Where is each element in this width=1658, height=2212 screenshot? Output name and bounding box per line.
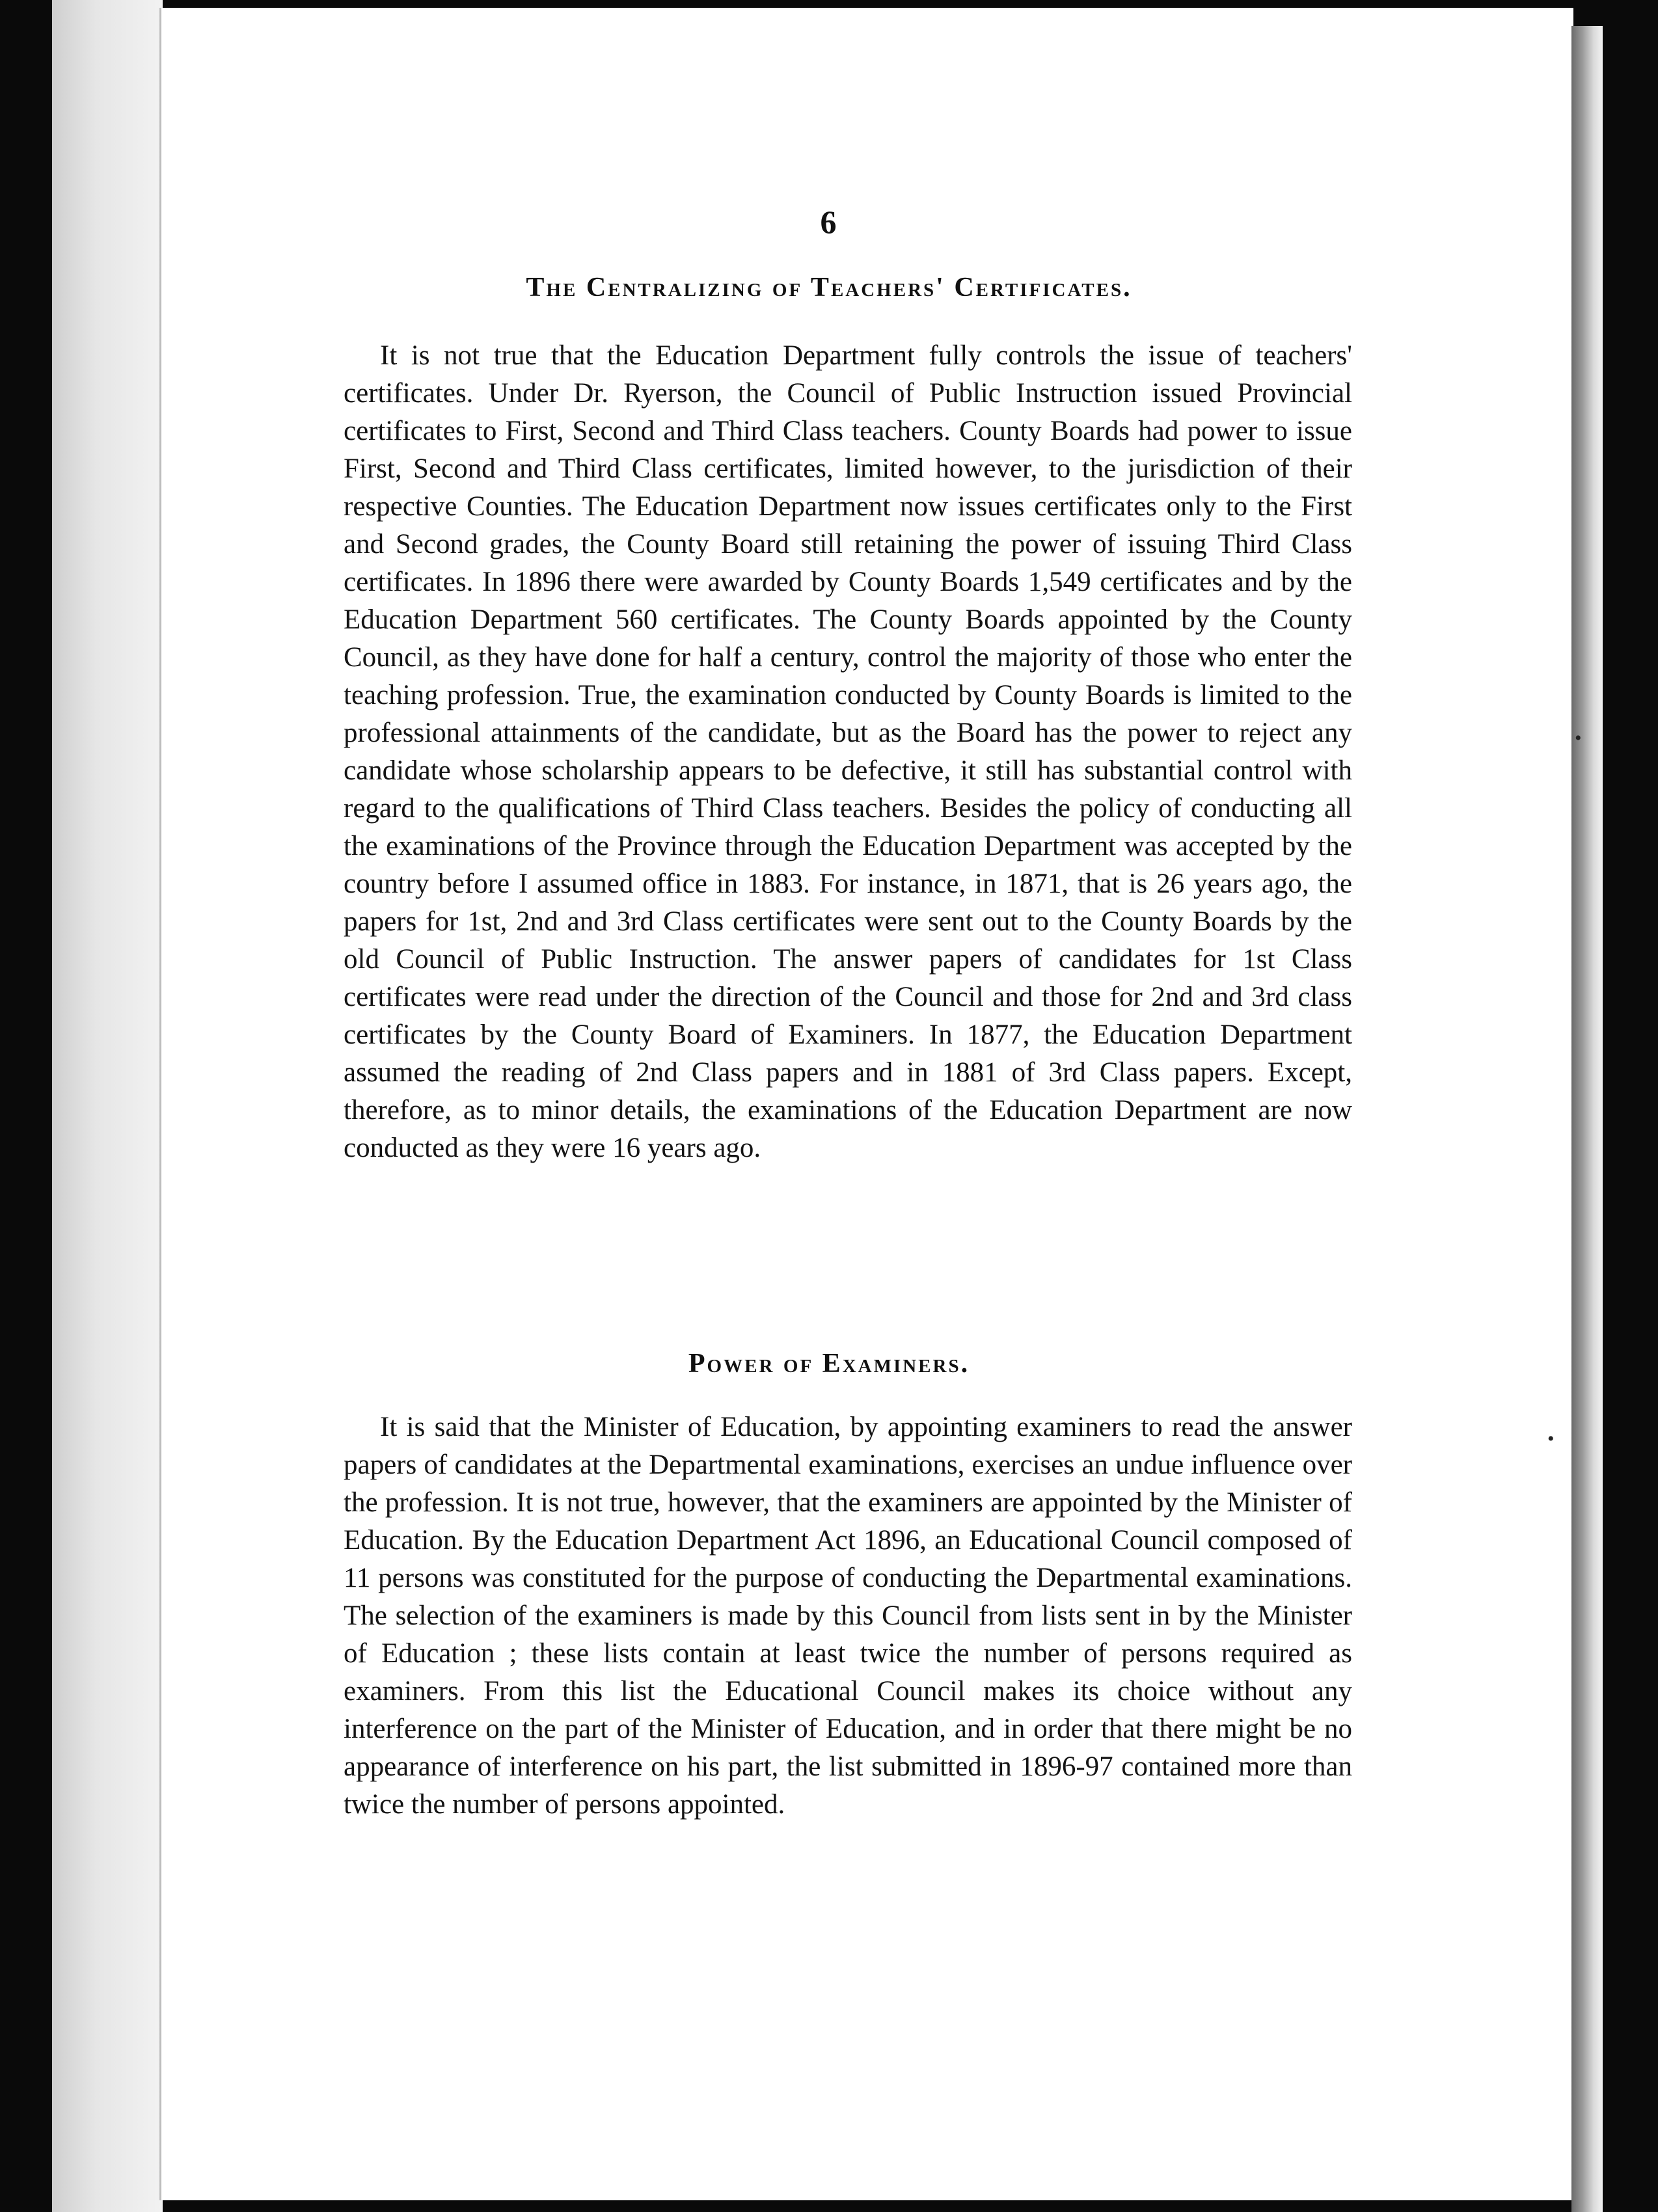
page-number: 6: [820, 204, 838, 240]
paragraph-power-of-examiners: It is said that the Minister of Education, by appointing examiners to read the answer papers of candidates at the Departmental examinations, exercises an undue influence over the profession. It is not true, however, that the examiners are appointed by the Minister of Education. By the Education Department Act 1896, an Educational Council composed of 11 persons was constituted for the purpose of conducting the Departmental examinations. The selection of the examiners is made by this Council from lists sent in by the Minister of Education ; these lists contain at least twice the number of persons required as examiners. From this list the Educational Council makes its choice without any interference on the part of the Minister of Education, and in order that there might be no appearance of interference on his part, the list submitted in 1896-97 contained more than twice the number of persons appointed.: [344, 1412, 1352, 1820]
scan-speck: •: [1547, 1428, 1555, 1450]
section-heading-centralizing-certificates: The Centralizing of Teachers' Certificates.: [526, 273, 1132, 303]
scan-speck: •: [1575, 727, 1582, 749]
scan-left-margin: [52, 0, 163, 2212]
paragraph-centralizing-certificates: It is not true that the Education Department fully controls the issue of teachers' certificates. Under Dr. Ryerson, the Council of Public Instruction issued Provincial certificates to First, Second and Third Class teachers. County Boards had power to issue First, Second and Third Class certificates, limited however, to the jurisdiction of their respective Counties. The Education Department now issues certificates only to the First and Second grades, the County Board still retaining the power of issuing Third Class certificates. In 1896 there were awarded by County Boards 1,549 certificates and by the Education Department 560 certificates. The County Boards appointed by the County Council, as they have done for half a century, control the majority of those who enter the teaching profession. True, the examination conducted by County Boards is limited to the professional attainments of the candidate, but as the Board has the power to reject any candidate whose scholarship appears to be defective, it still has substantial control with regard to the qualifications of Third Class teachers. Besides the policy of conducting all the examinations of the Province through the Education Department was accepted by the country before I assumed office in 1883. For instance, in 1871, that is 26 years ago, the papers for 1st, 2nd and 3rd Class certificates were sent out to the County Boards by the old Council of Public Instruction. The answer papers of candidates for 1st Class certificates were read under the direction of the Council and those for 2nd and 3rd class certificates by the County Board of Examiners. In 1877, the Education Department assumed the reading of 2nd Class papers and in 1881 of 3rd Class papers. Except, therefore, as to minor details, the examinations of the Education Department are now conducted as they were 16 years ago.: [344, 340, 1352, 1163]
section-heading-power-of-examiners: Power of Examiners.: [688, 1349, 970, 1379]
scan-dark-border: [1603, 26, 1658, 2212]
scan-page-edge-shadow: [1571, 26, 1603, 2212]
